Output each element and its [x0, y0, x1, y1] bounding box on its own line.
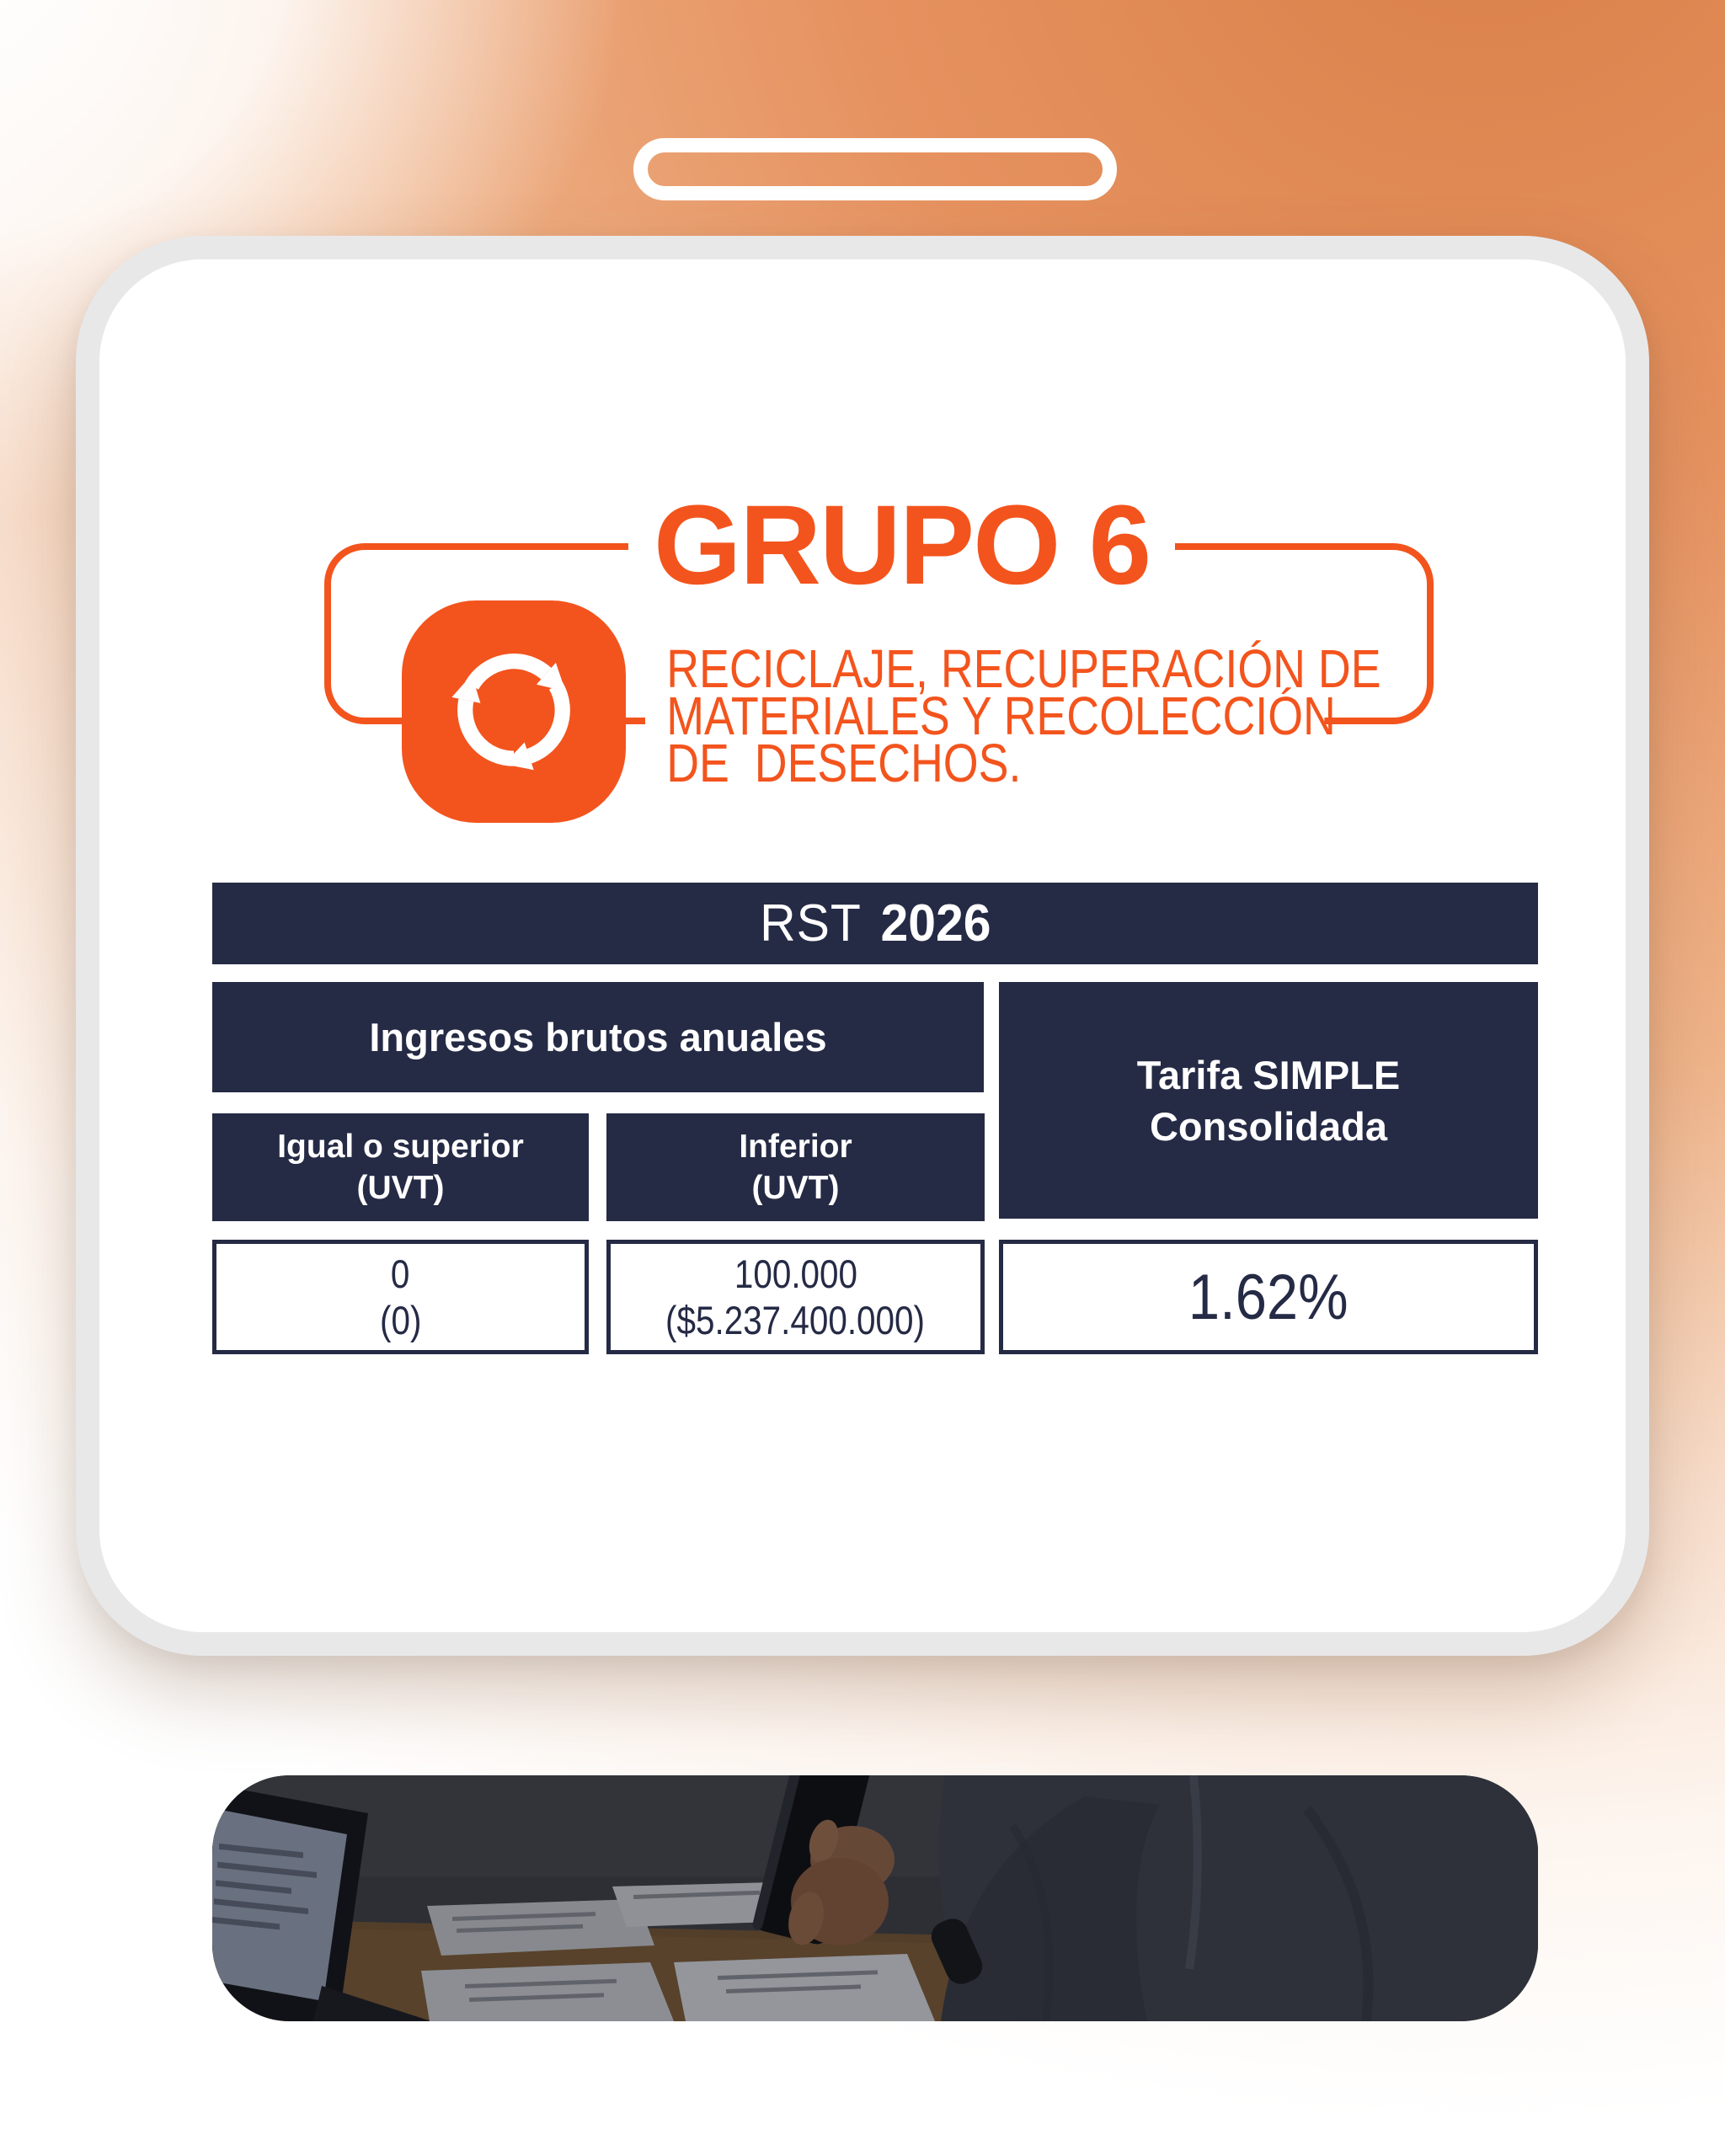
column-header-igual-superior: [212, 1113, 589, 1221]
recycle-icon-badge: [402, 600, 626, 823]
ingresos-header-label: Ingresos brutos anuales: [369, 1015, 827, 1059]
description-line: DE DESECHOS.: [666, 733, 1022, 793]
desk-photo: [212, 1775, 1538, 2021]
data-cell-inferior: [606, 1240, 985, 1354]
page-title: GRUPO 6: [628, 487, 1175, 605]
tarifa-header-line1: Tarifa SIMPLE: [1136, 1052, 1401, 1097]
igual-superior-value-cop: (0): [379, 1298, 422, 1342]
tarifa-header-line2: Consolidada: [1149, 1103, 1388, 1149]
recycle-icon: [433, 629, 595, 795]
data-cell-igual-superior: [212, 1240, 589, 1354]
inferior-unit: (UVT): [751, 1170, 840, 1206]
column-header-tarifa: [999, 982, 1538, 1219]
description-line: MATERIALES Y RECOLECCIÓN: [666, 686, 1336, 746]
inferior-value: 100.000: [734, 1251, 857, 1296]
igual-superior-label: Igual o superior: [277, 1129, 524, 1165]
column-header-inferior: [606, 1113, 985, 1221]
description-line: RECICLAJE, RECUPERACIÓN DE: [666, 638, 1381, 699]
inferior-label: Inferior: [739, 1129, 852, 1165]
group-description: [645, 638, 1381, 795]
inferior-value-cop: ($5.237.400.000): [665, 1298, 926, 1342]
tarifa-value: 1.62%: [1188, 1261, 1348, 1333]
table-title-bar: [212, 883, 1538, 964]
table-title-year: 2026: [879, 894, 991, 953]
igual-superior-value: 0: [391, 1251, 410, 1296]
igual-superior-unit: (UVT): [356, 1170, 445, 1206]
top-handle-pill: [633, 138, 1117, 200]
column-group-header-ingresos: [212, 982, 984, 1092]
table-title-prefix: RST: [759, 894, 862, 953]
data-cell-tarifa: [999, 1240, 1538, 1354]
